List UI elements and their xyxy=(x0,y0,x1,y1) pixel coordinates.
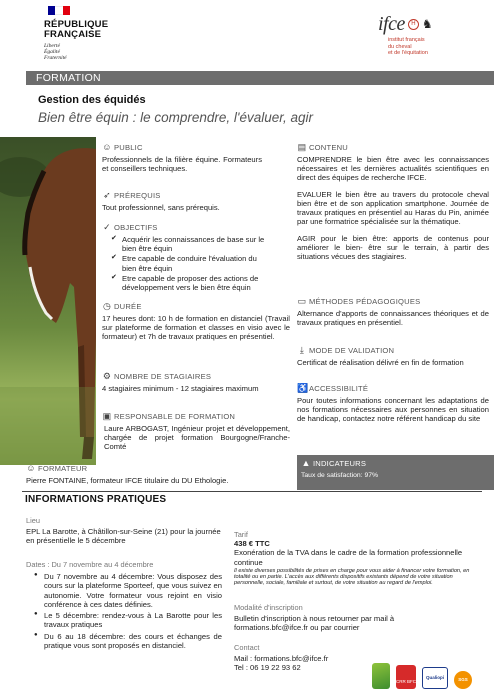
inscription-text: Bulletin d'inscription à nous retourner par mail à formations.bfc@ifce.fr ou par courrier xyxy=(234,614,395,633)
person-card-icon: ▣ xyxy=(102,411,112,421)
section-prerequis-text: Tout professionnel, sans prérequis. xyxy=(102,202,220,212)
inscription-block xyxy=(234,603,434,633)
download-icon: ⤓ xyxy=(299,345,305,355)
contenu-paragraph: EVALUER le bien être au travers du protocole cheval bien être et de son application smartphone. Journée de travaux pratiques en présentiel au Haras du Pin, animée par une formatrice spécialisée sur la thématique. xyxy=(297,189,489,227)
section-stagiaires-text: 4 stagiaires minimum - 12 stagiaires maximum xyxy=(102,383,259,393)
objectif-item: ✔ Etre capable de proposer des actions de développement vers le bien être équin xyxy=(108,274,268,293)
date-item: ● Du 6 au 18 décembre: des cours et échanges de pratique vous sont proposés en distanciel. xyxy=(32,632,222,651)
lieu-label: Lieu xyxy=(26,516,40,525)
section-formateur-title: FORMATEUR xyxy=(38,463,88,473)
people-icon: ☺ xyxy=(102,142,112,152)
section-indicateurs-title: INDICATEURS xyxy=(313,458,367,468)
indicateurs-box xyxy=(297,455,494,490)
dates-label: Dates : Du 7 novembre au 4 décembre xyxy=(26,560,154,569)
section-prerequis xyxy=(102,190,262,212)
group-icon: ⚙ xyxy=(102,371,112,381)
informations-pratiques-title: INFORMATIONS PRATIQUES xyxy=(25,494,167,505)
contact-block xyxy=(234,643,374,673)
tarif-text: Exonération de la TVA dans le cadre de la formation professionnelle continue xyxy=(234,548,463,567)
republic-motto: Liberté Égalité Fraternité xyxy=(44,43,67,61)
section-methodes xyxy=(297,296,489,327)
check-icon: ✓ xyxy=(103,222,111,232)
section-formateur xyxy=(26,463,286,485)
section-validation-text: Certificat de réalisation délivré en fin de formation xyxy=(297,357,464,367)
accessibility-icon: ♿ xyxy=(297,383,309,393)
section-responsable-text: Laure ARBOGAST, Ingénieur projet et développement, chargée de projet formation Bourgogne/Franche-Comté xyxy=(104,423,290,452)
section-methodes-text: Alternance d'apports de connaissances théoriques et de travaux pratiques en présentiel. xyxy=(297,308,489,328)
qualiopi-logo: Qualiopi xyxy=(422,667,448,689)
contact-mail: Mail : formations.bfc@ifce.fr xyxy=(234,654,329,664)
course-subtitle: Bien être équin : le comprendre, l'évaluer, agir xyxy=(38,110,313,125)
dates-block xyxy=(26,560,222,652)
section-stagiaires xyxy=(102,371,290,393)
region-logo: CRR BFC xyxy=(396,665,416,689)
section-contenu-title: CONTENU xyxy=(309,142,348,152)
date-item: ● Du 7 novembre au 4 décembre: Vous disposez des cours sur la plateforme Sporteef, que vous suivez en autonomie. Votre formateur vous rejoint en visio conférence à ces dates définies. xyxy=(32,572,222,609)
republic-title: RÉPUBLIQUE FRANÇAISE xyxy=(44,19,109,40)
section-public-title: PUBLIC xyxy=(114,142,143,152)
divider xyxy=(22,491,482,492)
contenu-paragraph: AGIR pour le bien être: apports de contenus pour améliorer le bien- être sur le terrain, à partir des situations vécues des stagiaires. xyxy=(297,233,489,262)
section-validation-title: MODE DE VALIDATION xyxy=(309,345,395,355)
section-duree-text: 17 heures dont: 10 h de formation en distanciel (Travail sur plateforme de formation et classes en visio avec le formateur) et 7h de travaux pratiques en présentiel. xyxy=(102,313,290,342)
contact-tel: Tel : 06 19 22 93 62 xyxy=(234,663,301,673)
formation-band: FORMATION xyxy=(26,71,494,85)
horse-photo xyxy=(0,137,96,465)
prerequisite-icon: ➶ xyxy=(103,190,111,200)
satisfaction-rate: Taux de satisfaction: 97% xyxy=(301,471,379,479)
footer-logos xyxy=(372,663,472,689)
date-item: ● Le 5 décembre: rendez-vous à La Barotte pour les travaux pratiques xyxy=(32,611,222,630)
book-icon: ▤ xyxy=(297,142,307,152)
section-objectifs xyxy=(102,222,282,293)
section-responsable xyxy=(102,411,290,452)
horse-rider-icon: ♞ xyxy=(421,16,433,31)
objectif-item: ✔ Acquérir les connaissances de base sur le bien être équin xyxy=(108,235,268,254)
section-duree xyxy=(102,301,290,342)
course-title: Gestion des équidés xyxy=(38,94,146,106)
section-validation xyxy=(297,345,489,367)
section-methodes-title: MÉTHODES PÉDAGOGIQUES xyxy=(309,296,421,306)
inscription-label: Modalité d'inscription xyxy=(234,603,303,612)
section-formateur-text: Pierre FONTAINE, formateur IFCE titulaire du DU Ethologie. xyxy=(26,475,229,485)
french-flag-icon xyxy=(48,6,70,15)
monitor-icon: ▭ xyxy=(297,296,307,306)
section-duree-title: DURÉE xyxy=(114,301,142,311)
contact-label: Contact xyxy=(234,643,260,652)
tarif-note: Il existe diverses possibilités de prises en charge pour vous aider à financer votre formation, en totalité ou en partie. L'accès aux différents dispositifs existants dépend de votre situation personnelle, sociale, familiale et surtout, de votre situation au regard de l'emploi. xyxy=(234,567,470,587)
section-accessibilite xyxy=(297,383,489,424)
haras-badge-icon: H xyxy=(408,19,419,30)
lieu-block xyxy=(26,516,226,546)
sgs-logo: SGS xyxy=(454,671,472,689)
tarif-label: Tarif xyxy=(234,530,248,539)
ifce-wordmark: ifce xyxy=(378,13,405,35)
republique-francaise-logo xyxy=(44,6,124,61)
leaf-logo-icon xyxy=(372,663,390,689)
section-contenu xyxy=(297,142,489,261)
tarif-value: 438 € TTC xyxy=(234,539,270,549)
section-responsable-title: RESPONSABLE DE FORMATION xyxy=(114,411,236,421)
tarif-block xyxy=(234,530,470,586)
section-stagiaires-title: NOMBRE DE STAGIAIRES xyxy=(114,371,212,381)
section-public xyxy=(102,142,262,173)
clock-icon: ◷ xyxy=(102,301,112,311)
lieu-text: EPL La Barotte, à Châtillon-sur-Seine (21) pour la journée en présentielle le 5 décembre xyxy=(26,527,221,546)
ifce-subtitle: institut français du cheval et de l'équitation xyxy=(388,37,428,56)
contenu-paragraph: COMPRENDRE le bien être avec les connaissances nécessaires et les dernières actualités scientifiques en direct des équipes de recherche IFCE. xyxy=(297,154,489,183)
section-objectifs-title: OBJECTIFS xyxy=(114,222,158,232)
objectif-item: ✔ Etre capable de conduire l'évaluation du bien être équin xyxy=(108,254,268,273)
section-accessibilite-title: ACCESSIBILITÉ xyxy=(309,383,369,393)
ifce-logo xyxy=(378,12,468,56)
section-accessibilite-text: Pour toutes informations concernant les adaptations de nos formations nécessaires aux personnes en situation de handicap, contactez notre référent handicap du site xyxy=(297,395,489,424)
section-public-text: Professionnels de la filière équine. Formateurs et conseillers techniques. xyxy=(102,154,262,174)
chart-icon: ▲ xyxy=(301,458,311,468)
trainer-icon: ☺ xyxy=(26,463,36,473)
section-prerequis-title: PRÉREQUIS xyxy=(114,190,161,200)
